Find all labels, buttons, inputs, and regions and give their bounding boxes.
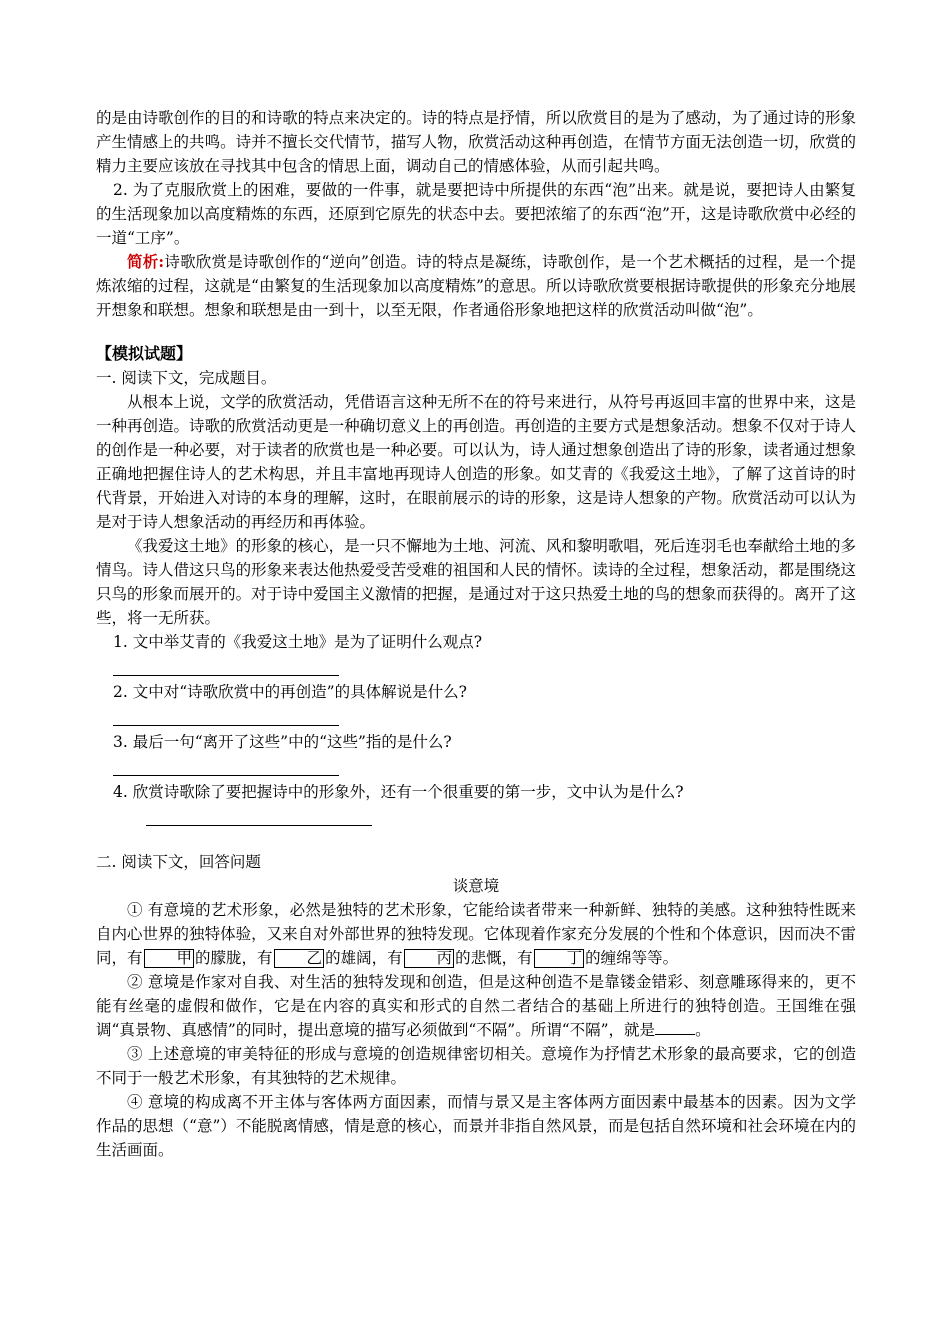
- question-4: 4. 欣赏诗歌除了要把握诗中的形象外，还有一个很重要的第一步，文中认为是什么?: [113, 783, 684, 801]
- question-3: 3. 最后一句“离开了这些”中的“这些”指的是什么?: [113, 733, 452, 751]
- part1-paragraph-1: 从根本上说，文学的欣赏活动，凭借语言这种无所不在的符号来进行，从符号再返回丰富的世界中来，这是一种再创造。诗歌的欣赏活动更是一种确切意义上的再创造。再创造的主要方式是想象活动。想象不仅对于诗人的创作是一种必要，对于读者的欣赏也是一种必要。可以认为，诗人通过想象创造出了诗的形象，读者通过想象正确地把握住诗人的艺术构思，并且丰富地再现诗人创造的形象。如艾青的《我爱这土地》，了解了这首诗的时代背景，开始进入对诗的本身的理解，这时，在眼前展示的诗的形象，这是诗人想象的产物。欣赏活动可以认为是对于诗人想象活动的再经历和再体验。: [96, 393, 856, 531]
- part2-title: 二. 阅读下文，回答问题: [96, 853, 261, 871]
- blank-box-ding[interactable]: 丁: [534, 949, 585, 968]
- fill-in-blank[interactable]: [655, 1018, 695, 1035]
- answer-line-2[interactable]: [96, 704, 856, 730]
- part1-paragraph-2: 《我爱这土地》的形象的核心，是一只不懈地为土地、河流、风和黎明歌唱，死后连羽毛也奉献给土地的多情鸟。诗人借这只鸟的形象来表达他热爱受苦受难的祖国和人民的情怀。读诗的全过程，想象活动，都是围绕这只鸟的形象而展开的。对于诗中爱国主义激情的把握，是通过对于这只热爱土地的鸟的想象而获得的。离开了这些，将一无所获。: [96, 537, 856, 627]
- analysis-label: 简析:: [127, 252, 165, 271]
- blank-box-jia[interactable]: 甲: [144, 949, 195, 968]
- answer-line-4[interactable]: [96, 804, 856, 830]
- article-paragraph-4: ④ 意境的构成离不开主体与客体两方面因素，而情与景又是主客体两方面因素中最基本的因素。因为文学作品的思想（“意”）不能脱离情感，情是意的核心，而景并非指自然风景，而是包括自然环境和社会环境在内的生活画面。: [96, 1093, 856, 1159]
- analysis-text: 诗歌欣赏是诗歌创作的“逆向”创造。诗的特点是凝练，诗歌创作，是一个艺术概括的过程，是一个提炼浓缩的过程，这就是“由繁复的生活现象加以高度精炼”的意思。所以诗歌欣赏要根据诗歌提供的形象充分地展开想象和联想。想象和联想是由一到十，以至无限，作者通俗形象地把这样的欣赏活动叫做“泡”。: [96, 253, 856, 319]
- analysis-paragraph: [96, 250, 856, 322]
- article-paragraph-2: ② 意境是作家对自我、对生活的独特发现和创造，但是这种创造不是靠镂金错彩、刻意雕琢得来的，更不能有丝毫的虚假和做作，它是在内容的真实和形式的自然二者结合的基础上所进行的独特创造。王国维在强调“真景物、真感情”的同时，提出意境的描写必须做到“不隔”。所谓“不隔”，就是 。: [96, 973, 856, 1039]
- answer-line-3[interactable]: [96, 754, 856, 780]
- question-2: 2. 文中对“诗歌欣赏中的再创造”的具体解说是什么?: [113, 683, 467, 701]
- intro-paragraph-1: 的是由诗歌创作的目的和诗歌的特点来决定的。诗的特点是抒情，所以欣赏目的是为了感动，为了通过诗的形象产生情感上的共鸣。诗并不擅长交代情节，描写人物，欣赏活动这种再创造，在情节方面无法创造一切，欣赏的精力主要应该放在寻找其中包含的情思上面，调动自己的情感体验，从而引起共鸣。: [96, 109, 856, 175]
- part1-title: 一. 阅读下文，完成题目。: [96, 369, 277, 387]
- article-paragraph-1: ① 有意境的艺术形象，必然是独特的艺术形象，它能给读者带来一种新鲜、独特的美感。这种独特性既来自内心世界的独特体验，又来自对外部世界的独特发现。它体现着作家充分发展的个性和个体意识，因而决不雷同，有 甲 的朦胧，有 乙 的雄阔，有 丙 的悲慨，有 丁 的缠绵等等。: [96, 901, 856, 967]
- blank-box-yi[interactable]: 乙: [274, 949, 325, 968]
- question-1: 1. 文中举艾青的《我爱这土地》是为了证明什么观点?: [113, 633, 483, 651]
- document-page: [96, 106, 856, 1162]
- article-paragraph-3: ③ 上述意境的审美特征的形成与意境的创造规律密切相关。意境作为抒情艺术形象的最高要求，它的创造不同于一般艺术形象，有其独特的艺术规律。: [96, 1045, 856, 1087]
- intro-paragraph-2: 2. 为了克服欣赏上的困难，要做的一件事，就是要把诗中所提供的东西“泡”出来。就是说，要把诗人由繁复的生活现象加以高度精炼的东西，还原到它原先的状态中去。要把浓缩了的东西“泡”开，这是诗歌欣赏中必经的一道“工序”。: [96, 181, 856, 247]
- blank-box-bing[interactable]: 丙: [404, 949, 455, 968]
- answer-line-1[interactable]: [96, 654, 856, 680]
- article-title: 谈意境: [452, 877, 500, 895]
- mock-test-heading: 【模拟试题】: [96, 344, 193, 363]
